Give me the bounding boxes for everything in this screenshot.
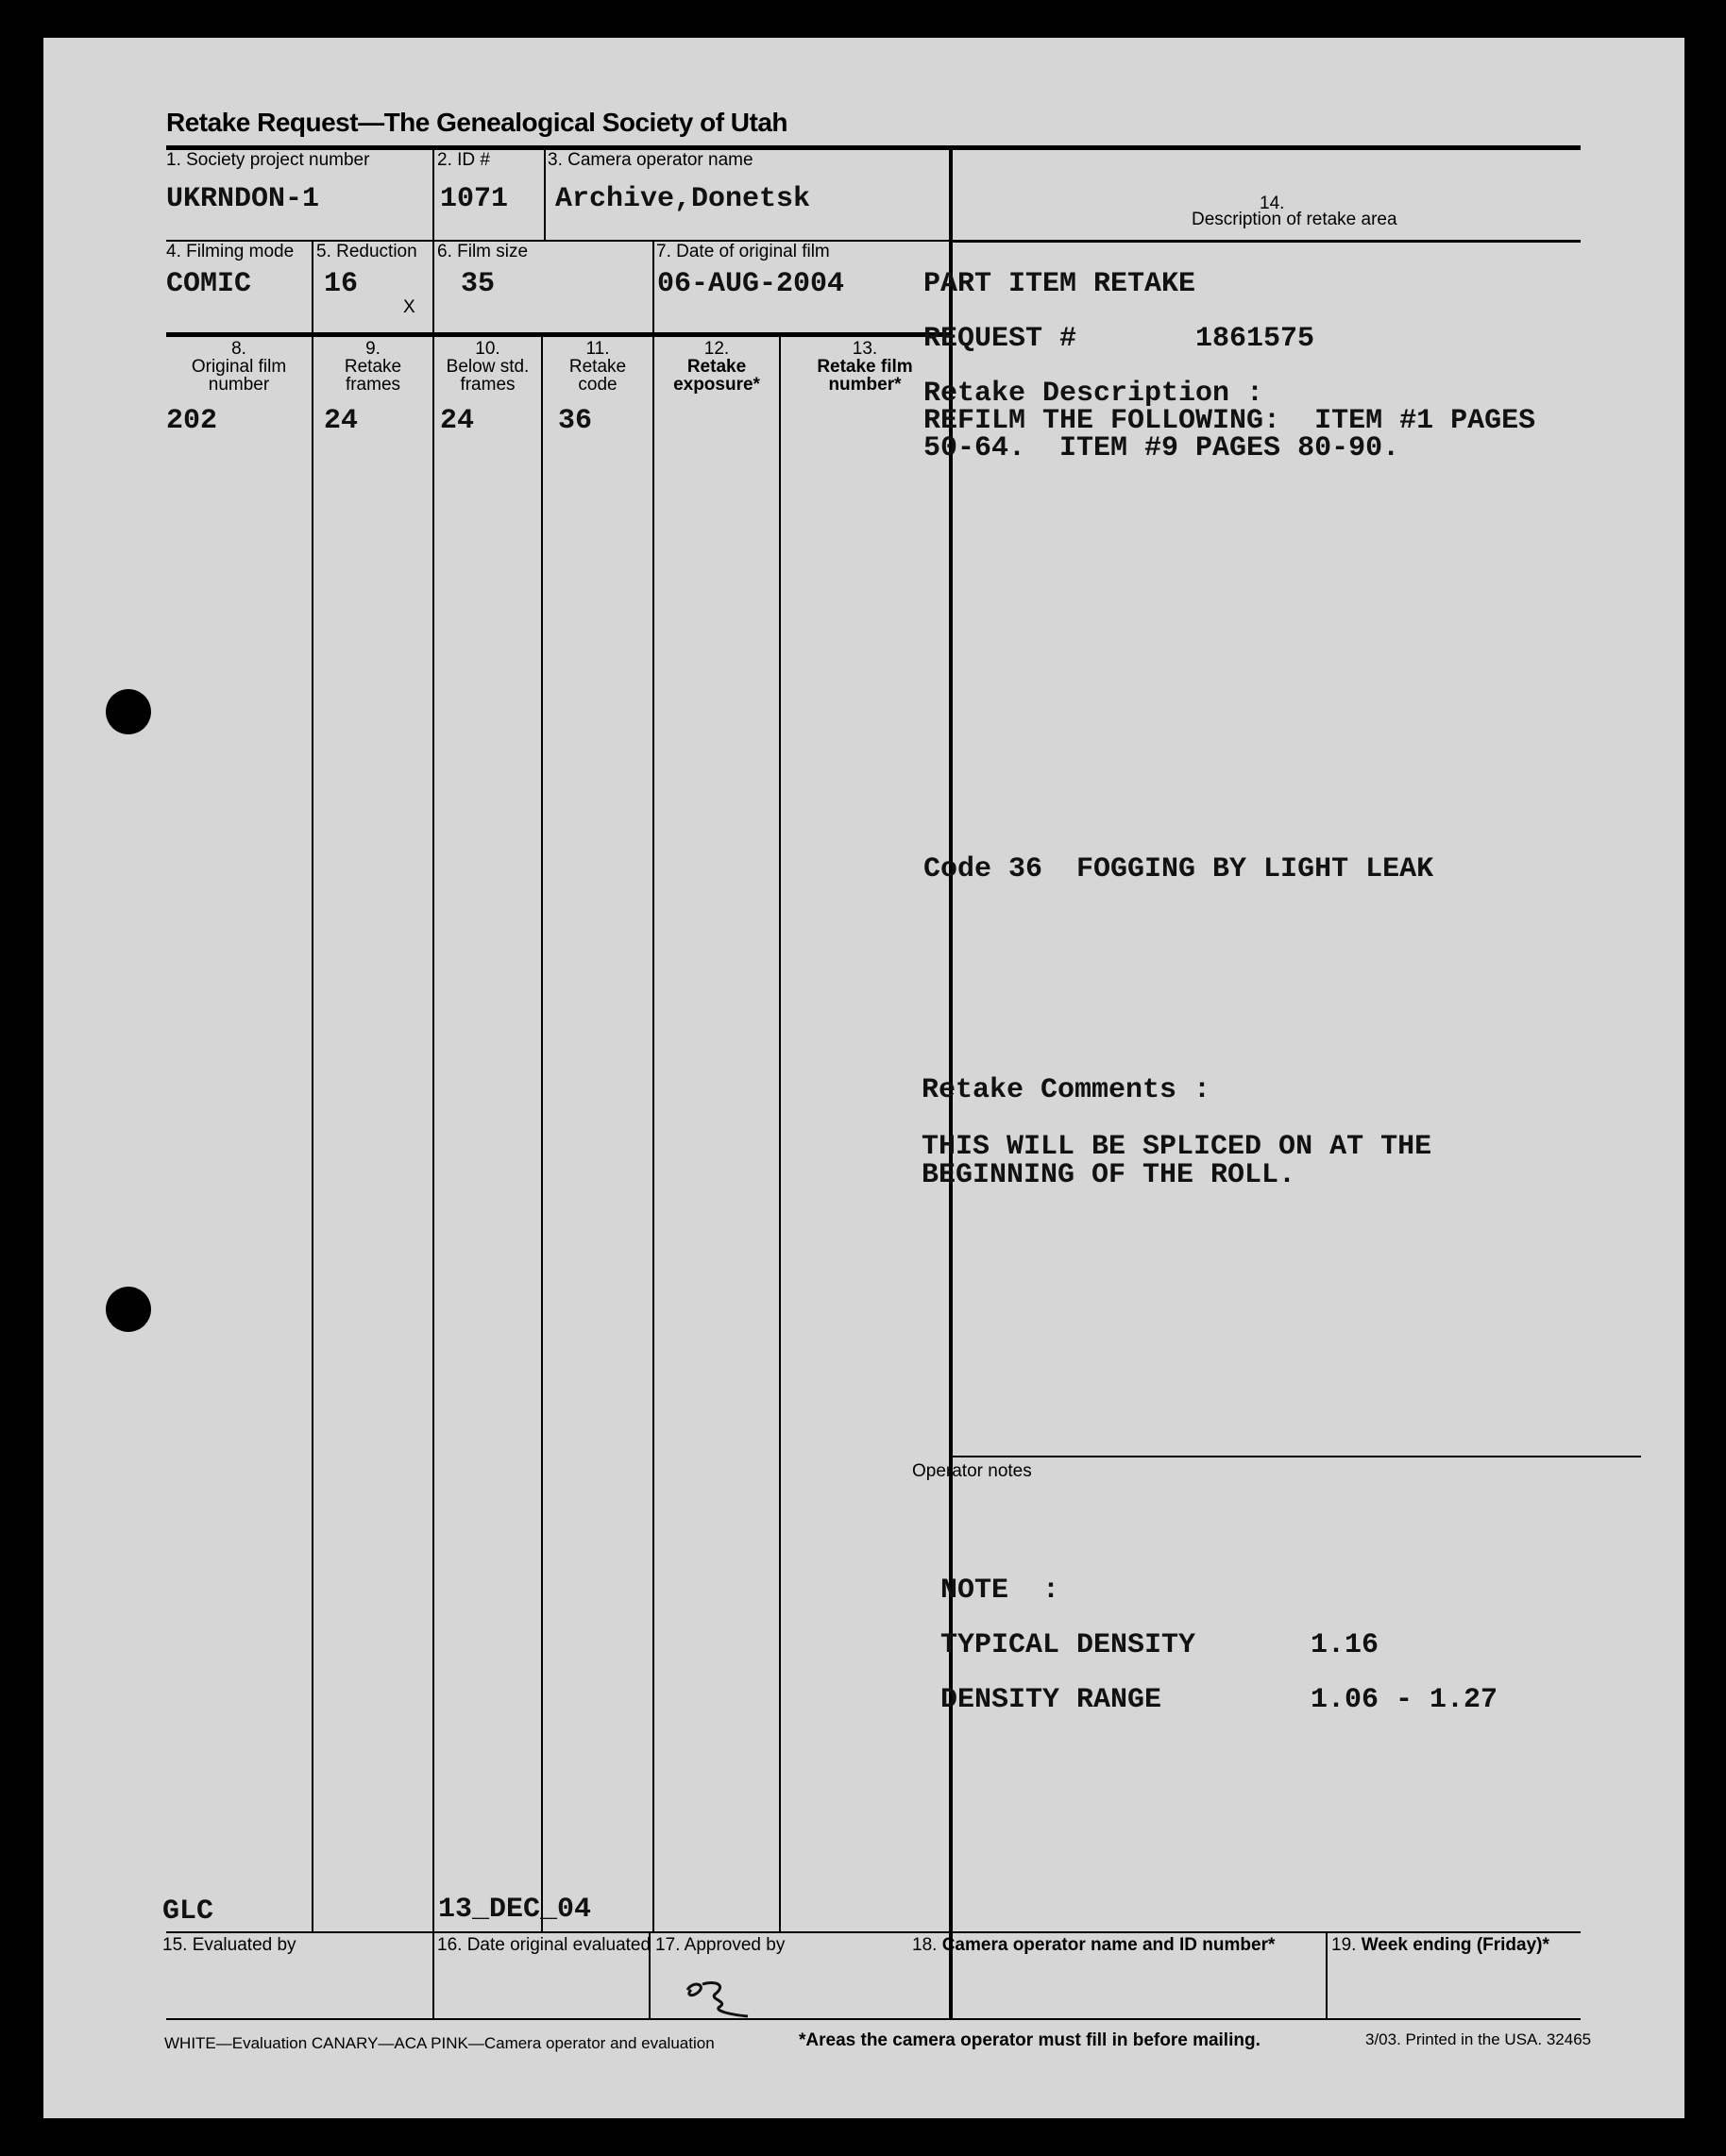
- operator-notes-typical-label[interactable]: TYPICAL DENSITY: [940, 1629, 1196, 1661]
- field-label-evaluated-by: 15. Evaluated by: [162, 1935, 296, 1955]
- field-value-id[interactable]: 1071: [440, 183, 509, 215]
- cell-below-std-frames[interactable]: 24: [440, 405, 475, 437]
- field-value-camera-operator[interactable]: Archive,Donetsk: [555, 183, 811, 215]
- rule-v-f19: [1326, 1931, 1328, 2018]
- evaluated-by-value[interactable]: GLC: [162, 1895, 214, 1928]
- desc-request-label: REQUEST #: [923, 323, 1077, 355]
- rule-v-f16: [432, 1931, 434, 2018]
- operator-notes-range-value[interactable]: 1.06 - 1.27: [1311, 1684, 1498, 1716]
- cell-original-film-number[interactable]: 202: [166, 405, 218, 437]
- rule-top: [166, 145, 1581, 150]
- footer-copy-distribution: WHITE—Evaluation CANARY—ACA PINK—Camera operator and evaluation: [164, 2034, 715, 2052]
- form-sheet: [43, 38, 1684, 2118]
- field-value-reduction[interactable]: 16: [324, 268, 359, 300]
- column-header-retake-exposure: 12. Retake exposure*: [673, 339, 760, 395]
- desc-retake-description-line1: REFILM THE FOLLOWING: ITEM #1 PAGES: [923, 405, 1536, 437]
- column-header-retake-film-number: 13. Retake film number*: [817, 339, 913, 395]
- field-label-reduction: 5. Reduction: [316, 242, 417, 261]
- operator-notes-note[interactable]: NOTE :: [940, 1575, 1060, 1607]
- field-label-camera-operator-id: 18. Camera operator name and ID number*: [912, 1935, 1276, 1955]
- desc-retake-description-line2: 50-64. ITEM #9 PAGES 80-90.: [923, 432, 1400, 464]
- column-header-below-std: 10. Below std. frames: [446, 339, 530, 395]
- rule-v-col11: [541, 334, 543, 1931]
- date-evaluated-value[interactable]: 13_DEC_04: [438, 1894, 592, 1926]
- field-label-id: 2. ID #: [437, 150, 490, 170]
- column-header-retake-frames: 9. Retake frames: [344, 339, 402, 395]
- punch-hole-lower: [106, 1287, 151, 1332]
- rule-v-col9: [312, 334, 313, 1931]
- column-header-retake-code: 11. Retake code: [568, 339, 627, 395]
- field-label-retake-area: Description of retake area: [1192, 210, 1397, 229]
- form-title: Retake Request—The Genealogical Society of Utah: [166, 108, 788, 137]
- desc-retake-comments-heading: Retake Comments :: [922, 1074, 1211, 1106]
- field-label-date-evaluated: 16. Date original evaluated: [437, 1935, 651, 1955]
- approval-initials-signature: [682, 1979, 757, 2020]
- rule-operator-notes: [952, 1456, 1641, 1457]
- punch-hole-upper: [106, 689, 151, 734]
- cell-retake-code[interactable]: 36: [558, 405, 593, 437]
- desc-retake-description-heading: Retake Description :: [923, 378, 1264, 410]
- field-label-approved-by: 17. Approved by: [655, 1935, 786, 1955]
- desc-retake-comments-line1: THIS WILL BE SPLICED ON AT THE: [922, 1131, 1432, 1163]
- cell-retake-frames[interactable]: 24: [324, 405, 359, 437]
- rule-v-f5: [312, 240, 313, 334]
- rule-v-f3: [544, 147, 546, 240]
- field-value-date-original[interactable]: 06-AUG-2004: [657, 268, 845, 300]
- footer-print-info: 3/03. Printed in the USA. 32465: [1365, 2030, 1592, 2048]
- field-number-retake-area: 14.: [1260, 194, 1285, 213]
- rule-v-f6: [432, 240, 434, 334]
- operator-notes-label: Operator notes: [912, 1461, 1032, 1481]
- rule-v-f2: [432, 147, 434, 240]
- operator-notes-range-label[interactable]: DENSITY RANGE: [940, 1684, 1162, 1716]
- field-label-project-number: 1. Society project number: [166, 150, 370, 170]
- field-label-film-size: 6. Film size: [437, 242, 529, 261]
- field-label-camera-operator: 3. Camera operator name: [548, 150, 753, 170]
- rule-row1-right: [952, 240, 1581, 243]
- rule-bottom-fields: [166, 1931, 1581, 1933]
- desc-code-line: Code 36 FOGGING BY LIGHT LEAK: [923, 853, 1434, 885]
- field-label-week-ending: 19. Week ending (Friday)*: [1331, 1935, 1549, 1955]
- field-value-filming-mode[interactable]: COMIC: [166, 268, 252, 300]
- footer-required-note: *Areas the camera operator must fill in before mailing.: [799, 2030, 1261, 2050]
- field-label-date-original: 7. Date of original film: [656, 242, 830, 261]
- field-value-project-number[interactable]: UKRNDON-1: [166, 183, 320, 215]
- rule-footer: [166, 2018, 1581, 2020]
- rule-v-col10: [432, 334, 434, 1931]
- rule-v-col13: [779, 334, 781, 1931]
- rule-v-f7: [652, 240, 654, 334]
- field-value-film-size[interactable]: 35: [461, 268, 496, 300]
- desc-retake-comments-line2: BEGINNING OF THE ROLL.: [922, 1159, 1296, 1191]
- operator-notes-typical-value[interactable]: 1.16: [1311, 1629, 1379, 1661]
- rule-v-col12: [652, 334, 654, 1931]
- field-label-filming-mode: 4. Filming mode: [166, 242, 295, 261]
- column-header-original-film: 8. Original film number: [191, 339, 287, 395]
- desc-part-item-retake: PART ITEM RETAKE: [923, 268, 1196, 300]
- desc-request-number: 1861575: [1195, 323, 1315, 355]
- rule-row2: [166, 332, 952, 337]
- field-reduction-x: X: [403, 297, 415, 317]
